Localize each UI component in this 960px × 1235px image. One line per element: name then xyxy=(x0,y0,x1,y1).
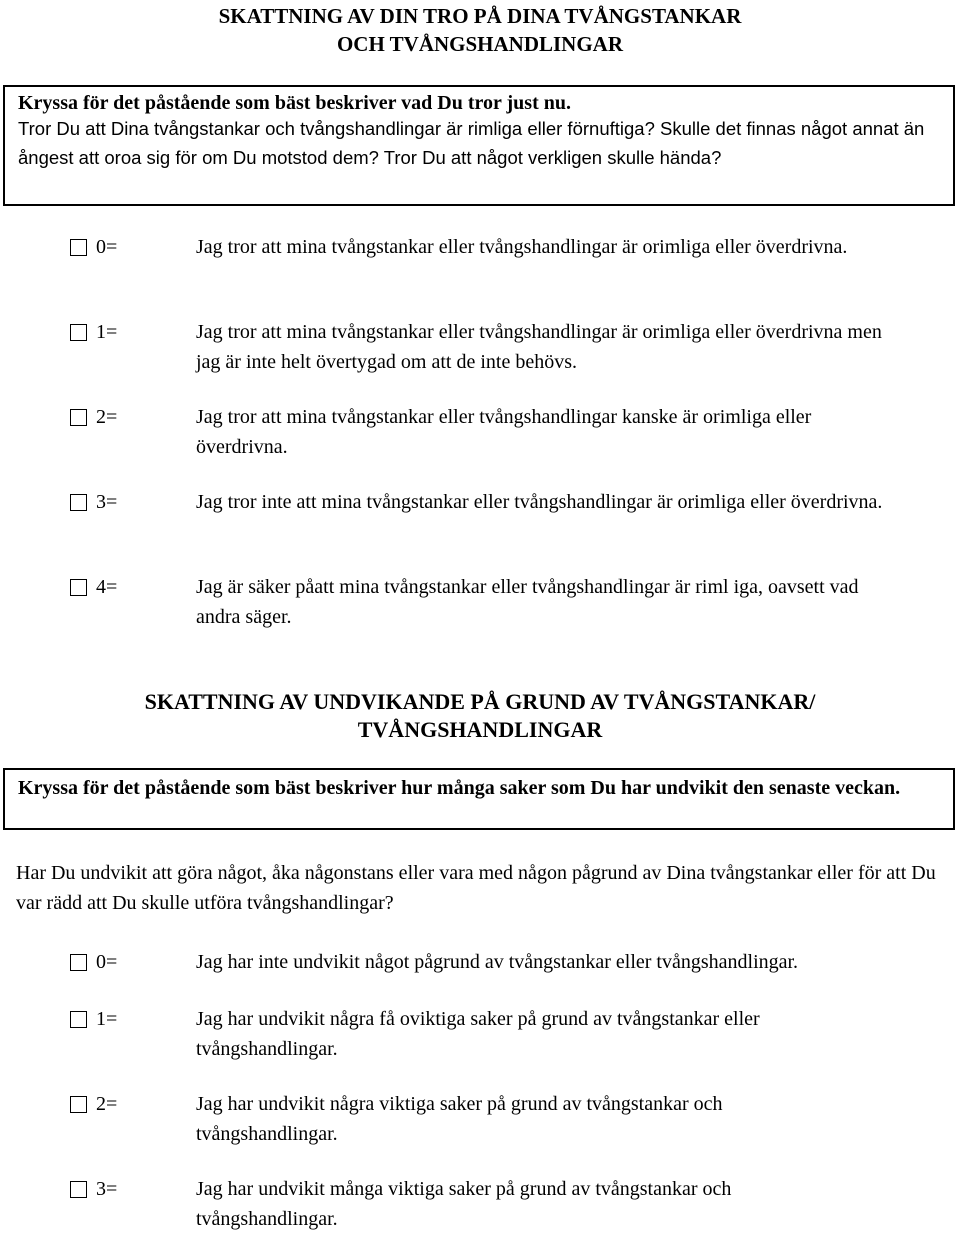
section2-option-1[interactable] xyxy=(0,1005,960,1065)
option-text: Jag är säker påatt mina tvångstankar eller tvångshandlingar är riml iga, oavsett vad andra säger. xyxy=(196,576,859,628)
option-number: 0= xyxy=(96,951,118,973)
section1-title-line1: SKATTNING AV DIN TRO PÅ DINA TVÅNGSTANKAR xyxy=(218,4,742,28)
section2-title xyxy=(0,688,960,744)
section1-option-1[interactable] xyxy=(0,320,960,380)
section1-option-4[interactable] xyxy=(0,575,960,635)
section1-title xyxy=(0,2,960,58)
section2-option-2[interactable] xyxy=(0,1090,960,1150)
option-text: Jag tror inte att mina tvångstankar eller tvångshandlingar är orimliga eller överdrivna. xyxy=(196,491,883,513)
section1-option-0[interactable] xyxy=(0,235,960,295)
checkbox[interactable] xyxy=(70,409,87,426)
option-text: Jag har undvikit några viktiga saker på grund av tvångstankar och tvångshandlingar. xyxy=(196,1093,723,1145)
option-text: Jag tror att mina tvångstankar eller tvångshandlingar är orimliga eller överdrivna. xyxy=(196,236,848,258)
section2-question: Har Du undvikit att göra något, åka någonstans eller vara med någon pågrund av Dina tvångstankar eller för att Du var rädd att Du skulle utföra tvångshandlingar? xyxy=(16,862,936,914)
checkbox[interactable] xyxy=(70,1011,87,1028)
section1-title-line2: OCH TVÅNGSHANDLINGAR xyxy=(336,32,624,56)
checkbox[interactable] xyxy=(70,239,87,256)
checkbox[interactable] xyxy=(70,324,87,341)
section2-title-line1: SKATTNING AV UNDVIKANDE PÅ GRUND AV TVÅNGSTANKAR/ xyxy=(144,689,816,714)
section1-option-3[interactable] xyxy=(0,490,960,550)
section1-option-2[interactable] xyxy=(0,405,960,465)
option-number: 2= xyxy=(96,1093,118,1115)
option-number: 2= xyxy=(96,406,118,428)
section2-option-0[interactable] xyxy=(0,948,960,1008)
checkbox[interactable] xyxy=(70,1096,87,1113)
section1-instruction-text: Tror Du att Dina tvångstankar och tvångshandlingar är rimliga eller förnuftiga? Skulle det finnas något annat än ångest att oroa sig för om Du motstod dem? Tror Du att något verkligen skulle hända? xyxy=(18,118,925,168)
section2-title-line2: TVÅNGSHANDLINGAR xyxy=(357,717,603,742)
option-number: 0= xyxy=(96,236,118,258)
option-text: Jag tror att mina tvångstankar eller tvångshandlingar kanske är orimliga eller överdrivna. xyxy=(196,406,812,458)
section2-instruction-bold: Kryssa för det påstående som bäst beskriver hur många saker som Du har undvikit den senaste veckan. xyxy=(18,777,901,799)
option-number: 1= xyxy=(96,321,118,343)
option-text: Jag har inte undvikit något pågrund av tvångstankar eller tvångshandlingar. xyxy=(196,951,799,973)
checkbox[interactable] xyxy=(70,1181,87,1198)
checkbox[interactable] xyxy=(70,579,87,596)
option-number: 4= xyxy=(96,576,118,598)
option-text: Jag har undvikit några få oviktiga saker på grund av tvångstankar eller tvångshandlingar. xyxy=(196,1008,760,1060)
option-text: Jag har undvikit många viktiga saker på grund av tvångstankar och tvångshandlingar. xyxy=(196,1178,732,1230)
section1-instruction-box xyxy=(3,85,955,206)
section2-option-3[interactable] xyxy=(0,1175,960,1235)
option-number: 3= xyxy=(96,491,118,513)
option-number: 3= xyxy=(96,1178,118,1200)
option-number: 1= xyxy=(96,1008,118,1030)
section2-instruction-box xyxy=(3,768,955,830)
section1-instruction-bold: Kryssa för det påstående som bäst beskriver vad Du tror just nu. xyxy=(18,92,571,114)
checkbox[interactable] xyxy=(70,494,87,511)
option-text: Jag tror att mina tvångstankar eller tvångshandlingar är orimliga eller överdrivna men jag är inte helt övertygad om att de inte behövs. xyxy=(196,321,882,373)
checkbox[interactable] xyxy=(70,954,87,971)
